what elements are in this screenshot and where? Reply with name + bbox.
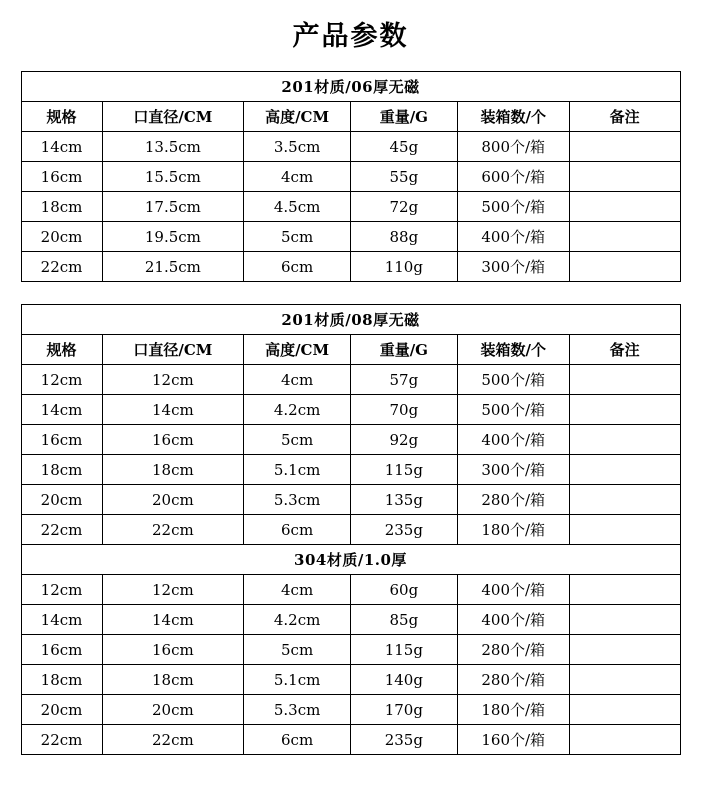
cell-note [569,365,680,395]
cell-spec: 14cm [21,132,102,162]
table-row [21,575,680,605]
cell-packing: 180个/箱 [457,515,569,545]
cell-packing: 300个/箱 [457,455,569,485]
cell-spec: 14cm [21,605,102,635]
cell-weight: 55g [350,162,457,192]
column-header-height: 高度/CM [244,102,351,132]
cell-spec: 20cm [21,222,102,252]
cell-packing: 500个/箱 [457,395,569,425]
table-row [21,365,680,395]
table-row [21,515,680,545]
cell-spec: 18cm [21,665,102,695]
cell-weight: 45g [350,132,457,162]
table-row [21,395,680,425]
cell-packing: 500个/箱 [457,365,569,395]
cell-weight: 72g [350,192,457,222]
cell-diameter: 22cm [102,515,244,545]
cell-height: 4.5cm [244,192,351,222]
column-header-note: 备注 [569,335,680,365]
column-header-note: 备注 [569,102,680,132]
cell-height: 4.2cm [244,605,351,635]
cell-diameter: 14cm [102,395,244,425]
table-row [21,162,680,192]
table-row [21,695,680,725]
table-row [21,635,680,665]
cell-spec: 12cm [21,575,102,605]
cell-packing: 300个/箱 [457,252,569,282]
cell-diameter: 17.5cm [102,192,244,222]
cell-weight: 115g [350,455,457,485]
cell-spec: 22cm [21,252,102,282]
section-title: 201材质/08厚无磁 [21,305,680,335]
cell-note [569,192,680,222]
table-row [21,605,680,635]
cell-height: 4.2cm [244,395,351,425]
cell-height: 3.5cm [244,132,351,162]
cell-diameter: 16cm [102,635,244,665]
cell-diameter: 18cm [102,665,244,695]
section-title: 304材质/1.0厚 [21,545,680,575]
cell-spec: 20cm [21,695,102,725]
cell-packing: 500个/箱 [457,192,569,222]
cell-weight: 57g [350,365,457,395]
cell-height: 4cm [244,365,351,395]
section-title: 201材质/06厚无磁 [21,72,680,102]
cell-weight: 92g [350,425,457,455]
cell-height: 5.3cm [244,485,351,515]
column-header-packing: 装箱数/个 [457,102,569,132]
cell-diameter: 19.5cm [102,222,244,252]
cell-note [569,455,680,485]
cell-note [569,725,680,755]
cell-height: 6cm [244,252,351,282]
cell-note [569,695,680,725]
cell-height: 6cm [244,515,351,545]
cell-weight: 235g [350,725,457,755]
cell-weight: 110g [350,252,457,282]
spec-table-201-08-and-304 [21,304,681,755]
spec-table-201-06 [21,71,681,282]
cell-diameter: 18cm [102,455,244,485]
table-row [21,665,680,695]
column-header-diameter: 口直径/CM [102,102,244,132]
cell-weight: 135g [350,485,457,515]
column-header-diameter: 口直径/CM [102,335,244,365]
cell-note [569,222,680,252]
table-row [21,192,680,222]
cell-spec: 16cm [21,635,102,665]
cell-diameter: 15.5cm [102,162,244,192]
cell-diameter: 16cm [102,425,244,455]
cell-spec: 18cm [21,455,102,485]
cell-note [569,162,680,192]
cell-spec: 22cm [21,515,102,545]
column-header-packing: 装箱数/个 [457,335,569,365]
table-row [21,132,680,162]
column-header-spec: 规格 [21,102,102,132]
cell-spec: 14cm [21,395,102,425]
cell-diameter: 22cm [102,725,244,755]
cell-weight: 88g [350,222,457,252]
cell-weight: 140g [350,665,457,695]
column-header-spec: 规格 [21,335,102,365]
cell-weight: 85g [350,605,457,635]
cell-height: 5.1cm [244,455,351,485]
cell-weight: 115g [350,635,457,665]
cell-note [569,485,680,515]
table-row [21,455,680,485]
cell-packing: 280个/箱 [457,635,569,665]
cell-packing: 400个/箱 [457,222,569,252]
table-section-title-row [21,545,680,575]
column-header-weight: 重量/G [350,102,457,132]
cell-packing: 800个/箱 [457,132,569,162]
cell-diameter: 12cm [102,575,244,605]
table-row [21,252,680,282]
table-row [21,485,680,515]
cell-note [569,515,680,545]
cell-diameter: 13.5cm [102,132,244,162]
cell-height: 5cm [244,635,351,665]
cell-spec: 20cm [21,485,102,515]
table-row [21,222,680,252]
cell-packing: 280个/箱 [457,665,569,695]
cell-note [569,605,680,635]
cell-diameter: 14cm [102,605,244,635]
table-header-row [21,335,680,365]
table-row [21,725,680,755]
cell-weight: 170g [350,695,457,725]
column-header-weight: 重量/G [350,335,457,365]
column-header-height: 高度/CM [244,335,351,365]
page-title: 产品参数 [292,21,409,52]
cell-spec: 16cm [21,425,102,455]
table-section-title-row [21,72,680,102]
cell-height: 5cm [244,425,351,455]
cell-note [569,395,680,425]
cell-packing: 160个/箱 [457,725,569,755]
cell-note [569,575,680,605]
cell-note [569,252,680,282]
cell-height: 6cm [244,725,351,755]
cell-diameter: 21.5cm [102,252,244,282]
cell-height: 5.3cm [244,695,351,725]
cell-note [569,425,680,455]
cell-diameter: 20cm [102,485,244,515]
table-section-title-row [21,305,680,335]
cell-spec: 18cm [21,192,102,222]
cell-height: 4cm [244,162,351,192]
cell-note [569,635,680,665]
table-row [21,425,680,455]
cell-packing: 400个/箱 [457,425,569,455]
table-header-row [21,102,680,132]
cell-packing: 400个/箱 [457,605,569,635]
spec-table-block-1 [21,71,681,282]
cell-note [569,665,680,695]
cell-weight: 70g [350,395,457,425]
cell-packing: 600个/箱 [457,162,569,192]
cell-height: 4cm [244,575,351,605]
cell-spec: 16cm [21,162,102,192]
spec-table-block-2 [21,304,681,755]
cell-diameter: 12cm [102,365,244,395]
cell-diameter: 20cm [102,695,244,725]
cell-packing: 400个/箱 [457,575,569,605]
cell-weight: 60g [350,575,457,605]
cell-spec: 12cm [21,365,102,395]
cell-note [569,132,680,162]
cell-height: 5.1cm [244,665,351,695]
cell-packing: 180个/箱 [457,695,569,725]
cell-height: 5cm [244,222,351,252]
cell-packing: 280个/箱 [457,485,569,515]
cell-spec: 22cm [21,725,102,755]
cell-weight: 235g [350,515,457,545]
